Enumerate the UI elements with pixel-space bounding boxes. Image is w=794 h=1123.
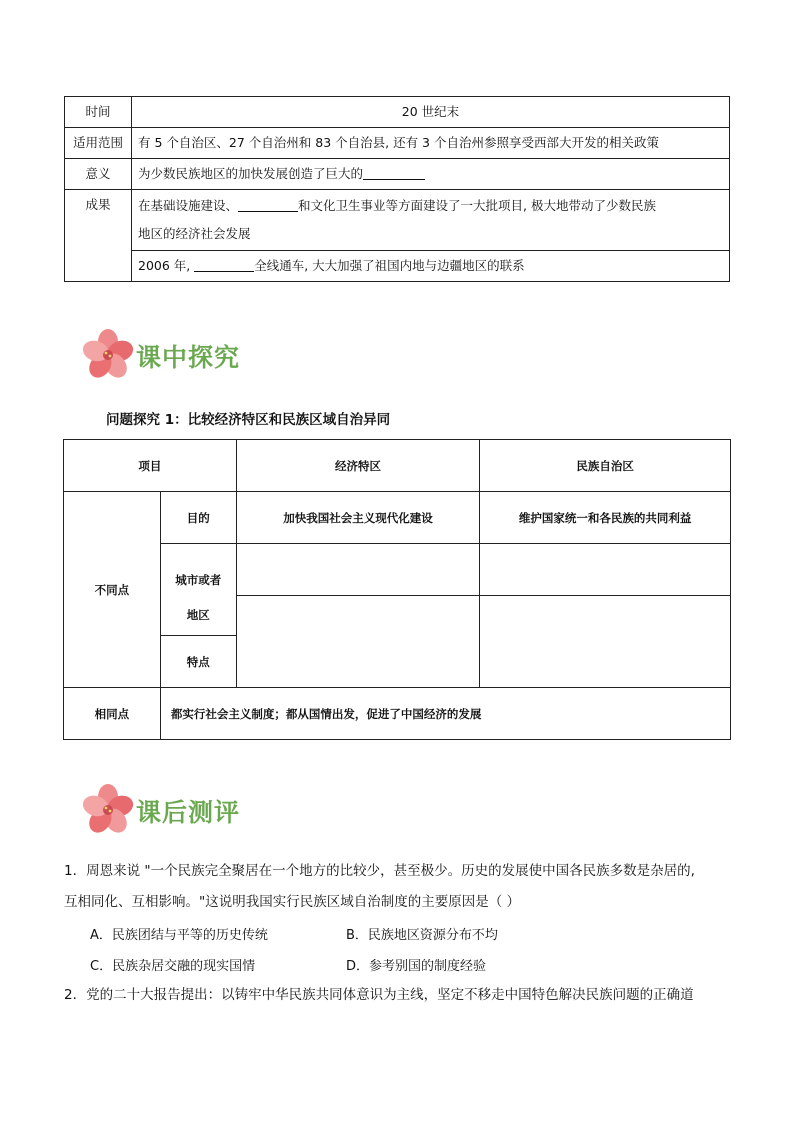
fill-blank[interactable] (238, 199, 298, 212)
table-row (64, 596, 731, 636)
row-content (132, 251, 730, 282)
header-item: 项目 (64, 440, 237, 492)
same-content: 都实行社会主义制度；都从国情出发，促进了中国经济的发展 (160, 688, 730, 740)
question-1-line-2: 互相同化、互相影响。"这说明我国实行民族区域自治制度的主要原因是（ ） (64, 894, 520, 910)
row-content: 有 5 个自治区、27 个自治州和 83 个自治县, 还有 3 个自治州参照享受西部大开发的相关政策 (132, 128, 730, 159)
table-row (65, 159, 730, 190)
comparison-table (63, 439, 731, 740)
fill-blank[interactable] (194, 259, 254, 272)
table-row (64, 492, 731, 544)
table-row (64, 440, 731, 492)
same-label: 相同点 (64, 688, 161, 740)
section-header-in-class (80, 332, 280, 382)
section-title: 课中探究 (136, 343, 241, 372)
blank-cell[interactable] (480, 596, 731, 688)
row-text: 为少数民族地区的加快发展创造了巨大的 (138, 166, 364, 181)
row-label: 成果 (65, 190, 132, 282)
row-text: 2006 年, (138, 258, 195, 273)
purpose-label: 目的 (160, 492, 236, 544)
feature-label: 特点 (160, 636, 236, 688)
row-text: 全线通车, 大大加强了祖国内地与边疆地区的联系 (254, 258, 525, 273)
row-content (132, 159, 730, 190)
purpose-col1: 加快我国社会主义现代化建设 (236, 492, 480, 544)
section-title: 课后测评 (136, 798, 241, 827)
blank-cell[interactable] (236, 596, 480, 688)
option-c[interactable]: C．民族杂居交融的现实国情 (90, 959, 256, 974)
option-d[interactable]: D．参考别国的制度经验 (346, 959, 487, 974)
table-row (65, 128, 730, 159)
table-row (64, 688, 731, 740)
row-text: 和文化卫生事业等方面建设了一大批项目, 极大地带动了少数民族 (298, 198, 656, 213)
diff-label: 不同点 (64, 492, 161, 688)
row-text: 在基础设施建设、 (138, 198, 239, 213)
table-row (65, 190, 730, 251)
table-row (65, 251, 730, 282)
row-label: 时间 (65, 97, 132, 128)
row-content: 20 世纪末 (132, 97, 730, 128)
row-label: 适用范围 (65, 128, 132, 159)
flower-icon (80, 328, 136, 382)
fill-blank[interactable] (363, 167, 425, 180)
section-header-after-class (80, 787, 280, 837)
purpose-col2: 维护国家统一和各民族的共同利益 (480, 492, 731, 544)
row-label: 意义 (65, 159, 132, 190)
blank-cell[interactable] (236, 544, 480, 596)
option-a[interactable]: A．民族团结与平等的历史传统 (90, 928, 268, 943)
question-title: 问题探究 1：比较经济特区和民族区域自治异同 (106, 412, 391, 428)
table-row (65, 97, 730, 128)
policy-table (64, 96, 730, 282)
city-label: 城市或者 (160, 544, 236, 596)
table-row (64, 544, 731, 596)
flower-icon (80, 783, 136, 837)
blank-cell[interactable] (480, 544, 731, 596)
question-2-line-1: 2．党的二十大报告提出：以铸牢中华民族共同体意识为主线，坚定不移走中国特色解决民族问题的正确道 (64, 987, 694, 1003)
city-label: 地区 (160, 596, 236, 636)
row-text: 地区的经济社会发展 (138, 226, 251, 241)
header-col1: 经济特区 (236, 440, 480, 492)
question-1-line-1: 1．周恩来说 "一个民族完全聚居在一个地方的比较少，甚至极少。历史的发展使中国各民族多数是杂居的, (64, 863, 695, 879)
header-col2: 民族自治区 (480, 440, 731, 492)
row-content (132, 190, 730, 251)
option-b[interactable]: B．民族地区资源分布不均 (346, 928, 498, 943)
